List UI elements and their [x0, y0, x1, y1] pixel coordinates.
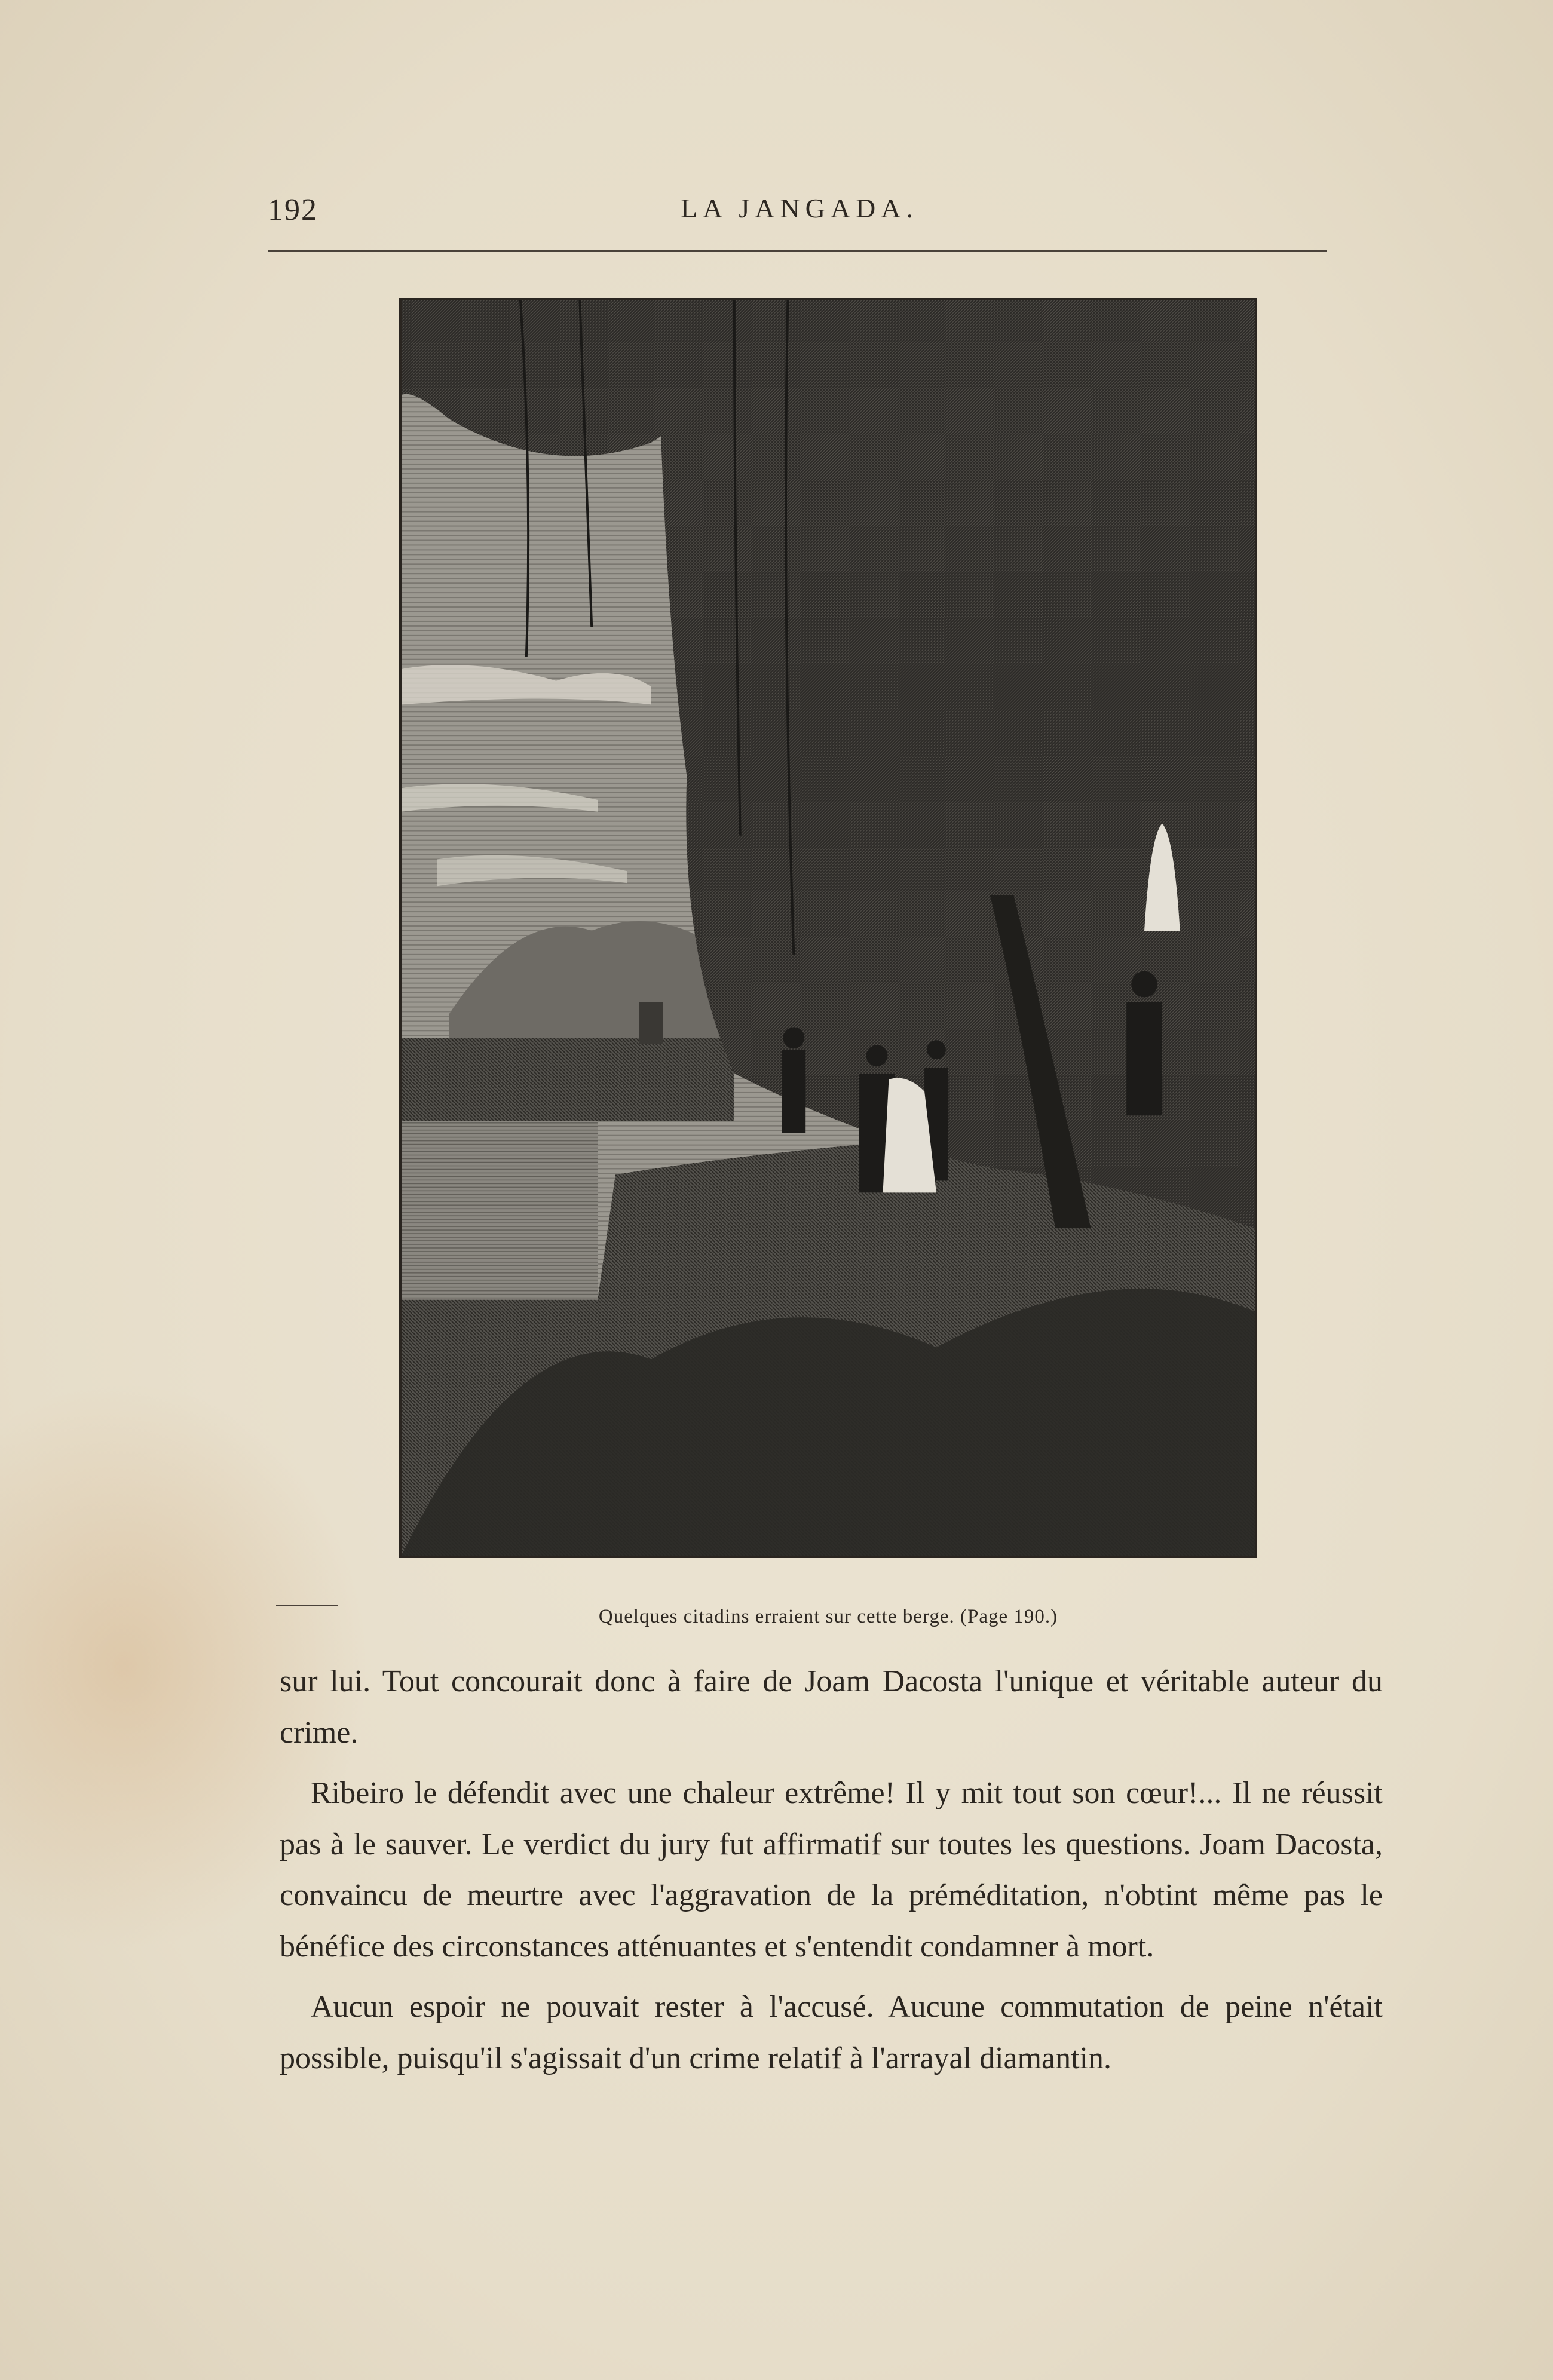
figure-caption: Quelques citadins erraient sur cette berge. (Page 190.) [598, 1606, 1058, 1627]
caption-dash [276, 1605, 338, 1606]
header-rule [268, 250, 1327, 252]
paragraph: Ribeiro le défendit avec une chaleur extrême! Il y mit tout son cœur!... Il ne réussit pas à le sauver. Le verdict du jury fut affirmatif sur toutes les questions. Joam Dacosta, convaincu de meurtre avec l'aggravation de la préméditation, n'obtint même pas le bénéfice des circonstances atténuantes et s'entendit condamner à mort. [280, 1776, 1383, 1964]
page-header [268, 192, 1331, 246]
body-text [280, 1656, 1383, 2093]
engraving-illustration-icon [402, 300, 1255, 1556]
paragraph: Aucun espoir ne pouvait rester à l'accusé. Aucune commutation de peine n'était possible, puisqu'il s'agissait d'un crime relatif à l'arrayal diamantin. [280, 1990, 1383, 2075]
paragraph: sur lui. Tout concourait donc à faire de Joam Dacosta l'unique et véritable auteur du crime. [280, 1664, 1383, 1750]
running-title: LA JANGADA. [681, 193, 918, 223]
engraving-illustration [399, 298, 1257, 1558]
page-number: 192 [268, 193, 318, 227]
